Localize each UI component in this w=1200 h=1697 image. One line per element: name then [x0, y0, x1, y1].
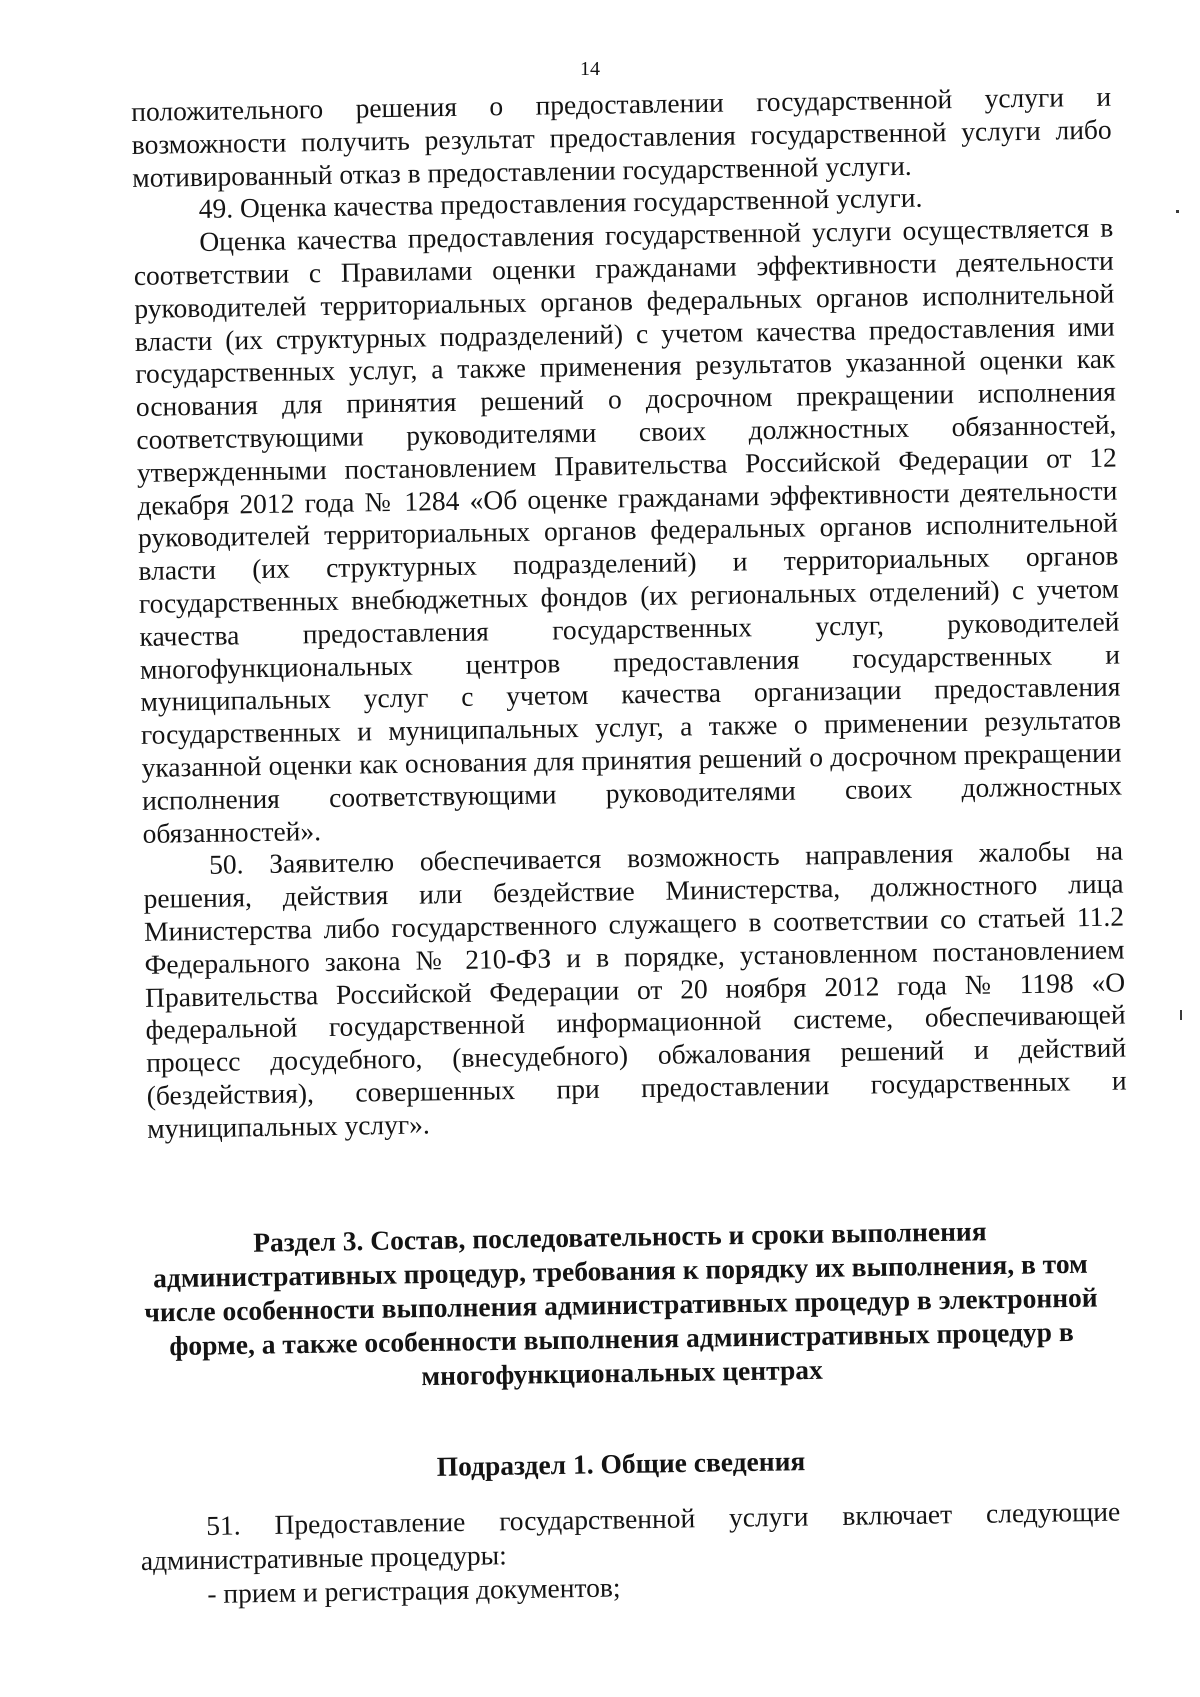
paragraph-49-body: Оценка качества предоставления государственной услуги осуществляется в соответствии с Правилами оценки гражданами эффективности деятельности руководителей территориальных органов федеральных органов исполнительной власти (их структурных подразделений) с учетом качества предоставления ими государственных услуг, а также применения результатов указанной оценки как основания для принятия решений о досрочном прекращении исполнения соответствующими руководителями своих должностных обязанностей, утвержденными постановлением Правительства Российской Федерации от 12 декабря 2012 года № 1284 «Об оценке гражданами эффективности деятельности руководителей территориальных органов федеральных органов исполнительной власти (их структурных подразделений) и территориальных органов государственных внебюджетных фондов (их региональных отделений) с учетом качества предоставления государственных услуг, руководителей многофункциональных центров предоставления государственных и муниципальных услуг с учетом качества организации предоставления государственных и муниципальных услуг, а также о применении результатов указанной оценки как основания для принятия решений о досрочном прекращении исполнения соответствующими руководителями своих должностных обязанностей». [133, 211, 1123, 849]
section-heading: Раздел 3. Состав, последовательность и сроки выполнения административных процедур, требования к порядку их выполнения, в том числе особенности выполнения административных процедур в электронной форме, а также особенности выполнения административных процедур в многофункциональных центрах [144, 1215, 1098, 1392]
scan-mark-top [1176, 210, 1179, 213]
paragraph-50: 50. Заявителю обеспечивается возможность направления жалобы на решения, действия или бездействие Министерства, должностного лица Министерства либо государственного служащего в соответствии со статьей 11.2 Федерального закона № 210-ФЗ и в порядке, установленном постановлением Правительства Российской Федерации от 20 ноября 2012 года № 1198 «О федеральной государственной информационной системе, обеспечивающей процесс досудебного, (внесудебного) обжалования решений и действий (бездействия), совершенных при предоставлении государственных и муниципальных услуг». [143, 834, 1127, 1144]
scan-mark-middle [1180, 1010, 1182, 1020]
list-item-reception: - прием и регистрация документов; [207, 1571, 621, 1609]
body-text [131, 81, 1127, 1146]
subsection-heading: Подраздел 1. Общие сведения [436, 1445, 806, 1482]
page-number: 14 [580, 58, 600, 80]
paragraph-continuation: положительного решения о предоставлении государственной услуги и возможности получить результат предоставления государственной услуги либо мотивированный отказ в предоставлении государственной услуги. [131, 80, 1112, 193]
paragraph-51: 51. Предоставление государственной услуги включает следующие административные процедуры: [140, 1495, 1121, 1576]
tail-text [140, 1495, 1121, 1612]
paragraph-49-title: 49. Оценка качества предоставления государственной услуги. [198, 181, 923, 225]
